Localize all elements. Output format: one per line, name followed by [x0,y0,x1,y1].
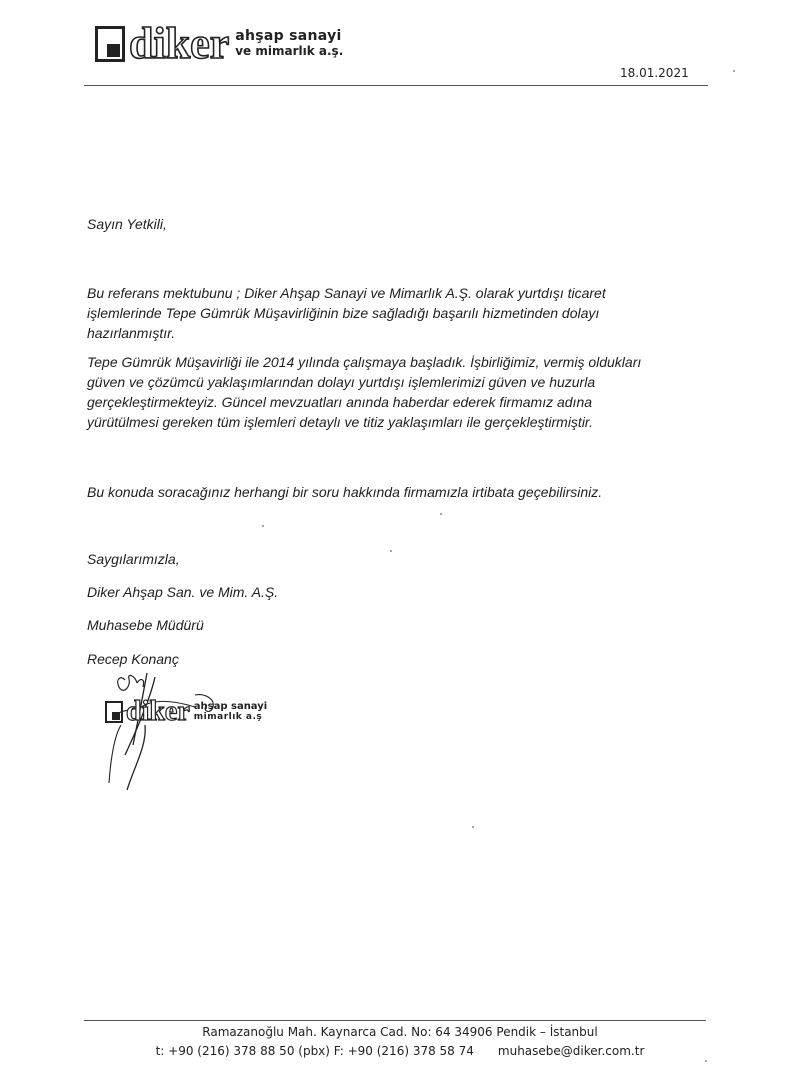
paragraph-2-line: güven ve çözümcü yaklaşımlarından dolayı yurtdışı işlemlerimizi güven ve huzurla [87,374,596,390]
logo-tagline-line-1: ahşap sanayi [235,28,342,44]
signatory-company: Diker Ahşap San. ve Mim. A.Ş. [87,584,279,600]
footer-phone: t: +90 (216) 378 88 50 (pbx) F: +90 (216) 378 58 74 [155,1044,474,1058]
footer-email: muhasebe@diker.com.tr [497,1044,645,1058]
paragraph-1-line: hazırlanmıştır. [87,325,176,341]
stamp-tagline-line-1: ahşap sanayi [193,701,268,712]
stamp-mark-icon [105,701,123,723]
paragraph-3: Bu konuda soracağınız herhangi bir soru hakkında firmamızla irtibata geçebilirsiniz. [87,484,603,500]
scan-speck [733,70,735,72]
scan-speck [440,513,442,515]
header-divider [84,85,708,86]
logo-mark-icon [95,26,125,62]
stamp-word: diker [126,696,190,727]
footer-address: Ramazanoğlu Mah. Kaynarca Cad. No: 64 34906 Pendik – İstanbul [202,1025,598,1039]
paragraph-2-line: gerçekleştirmekteyiz. Güncel mevzuatları anında haberdar ederek firmamız adına [87,394,593,410]
company-logo [95,19,344,68]
logo-tagline-line-2: ve mimarlık a.ş. [235,44,344,58]
letter-date: 18.01.2021 [620,66,689,80]
logo-word: diker [129,19,230,68]
signatory-role: Muhasebe Müdürü [87,617,204,633]
paragraph-1 [87,283,606,343]
footer-contact [0,1044,800,1058]
handwritten-signature [85,665,285,795]
paragraph-2-line: Tepe Gümrük Müşavirliği ile 2014 yılında çalışmaya başladık. İşbirliğimiz, vermiş oldukları [87,354,642,370]
paragraph-1-line: Bu referans mektubunu ; Diker Ahşap Sanayi ve Mimarlık A.Ş. olarak yurtdışı ticaret [87,285,606,301]
closing: Saygılarımızla, [87,551,180,567]
scan-speck [472,826,474,828]
scan-speck [705,1060,707,1062]
company-stamp [105,696,268,727]
scan-speck [390,550,392,552]
scan-speck [262,525,264,527]
paragraph-1-line: işlemlerinde Tepe Gümrük Müşavirliğinin bize sağladığı başarılı hizmetinden dolayı [87,305,600,321]
greeting: Sayın Yetkili, [87,216,167,232]
paragraph-2 [87,352,641,432]
paragraph-2-line: yürütülmesi gereken tüm işlemleri detaylı ve titiz yaklaşımları ile gerçekleştirmiştir. [87,414,593,430]
stamp-tagline-line-2: mimarlık a.ş [193,712,263,722]
logo-tagline [235,29,343,59]
stamp-tagline [194,701,267,723]
signatory-name: Recep Konanç [87,651,179,667]
footer-divider [84,1020,706,1021]
